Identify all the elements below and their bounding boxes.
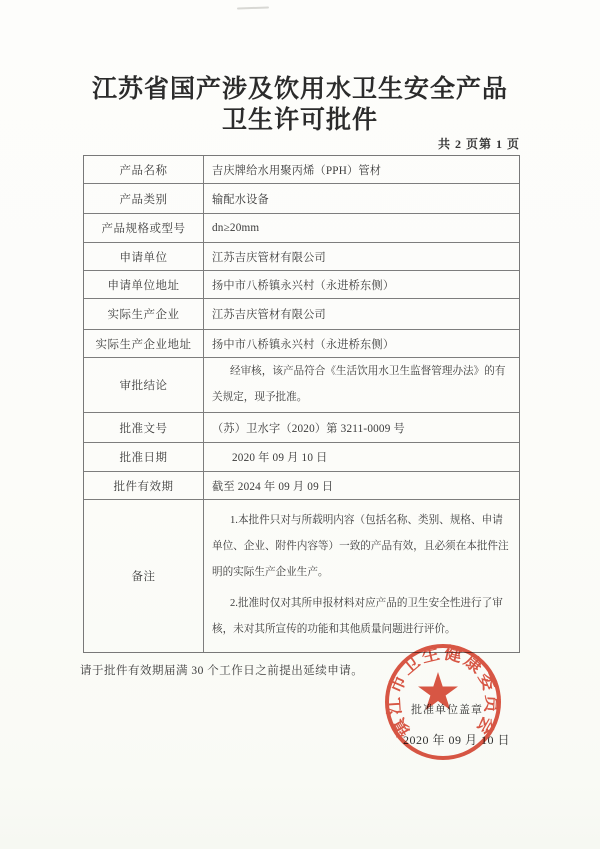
row-label: 实际生产企业 — [84, 299, 204, 329]
official-red-seal — [380, 641, 506, 767]
document-title — [0, 74, 600, 136]
row-label: 备注 — [84, 500, 204, 652]
table-row-approval-conclusion — [84, 357, 519, 412]
page-indicator: 共 2 页第 1 页 — [437, 137, 520, 151]
row-value: （苏）卫水字（2020）第 3211-0009 号 — [212, 422, 405, 435]
document-title-line1: 江苏省国产涉及饮用水卫生安全产品 — [91, 76, 508, 103]
table-row-product-spec — [84, 213, 519, 242]
approval-conclusion-text: 经审核，该产品符合《生活饮用水卫生监督管理办法》的有关规定，现予批准。 — [212, 366, 506, 403]
row-value: 江苏吉庆管材有限公司 — [212, 251, 326, 264]
row-value: 截至 2024 年 09 月 09 日 — [212, 480, 334, 493]
row-label: 批准文号 — [84, 413, 204, 442]
renewal-note: 请于批件有效期届满 30 个工作日之前提出延续申请。 — [80, 665, 364, 677]
table-row-applicant — [84, 242, 519, 270]
document-title-line2: 卫生许可批件 — [221, 107, 378, 134]
row-value: 扬中市八桥镇永兴村（永进桥东侧） — [212, 279, 395, 292]
row-label: 产品类别 — [84, 184, 204, 213]
seal-date: 2020 年 09 月 10 日 — [403, 733, 511, 747]
scan-artifact — [237, 6, 269, 9]
license-info-table — [83, 155, 520, 653]
row-value: 江苏吉庆管材有限公司 — [212, 309, 326, 321]
row-label: 申请单位地址 — [84, 271, 204, 298]
table-row-approval-date — [84, 442, 519, 471]
table-row-product-name — [84, 156, 519, 183]
table-row-validity-period — [84, 471, 519, 499]
row-label: 实际生产企业地址 — [84, 330, 204, 357]
table-row-remarks — [84, 499, 519, 652]
seal-caption: 批准单位盖章 — [411, 704, 483, 716]
row-value: 2020 年 09 月 10 日 — [232, 452, 328, 464]
remarks-paragraph-1: 1.本批件只对与所载明内容（包括名称、类别、规格、申请单位、企业、附件内容等）一致的产品有效，且必须在本批件注明的实际生产企业生产。 — [212, 515, 509, 578]
table-row-manufacturer-address — [84, 329, 519, 357]
row-value: 输配水设备 — [212, 193, 269, 206]
seal-star-icon — [418, 672, 458, 710]
table-row-manufacturer — [84, 298, 519, 329]
remarks-paragraph-2: 2.批准时仅对其所申报材料对应产品的卫生安全性进行了审核，未对其所宣传的功能和其他质量问题进行评价。 — [212, 598, 503, 635]
row-label: 申请单位 — [84, 243, 204, 270]
row-label: 批准日期 — [84, 443, 204, 471]
row-label: 产品名称 — [84, 156, 204, 183]
row-label: 批件有效期 — [84, 472, 204, 499]
row-label: 审批结论 — [84, 358, 204, 412]
seal-ring-text: 镇江市卫生健康委员会 — [383, 642, 503, 741]
row-label: 产品规格或型号 — [84, 214, 204, 242]
row-value: dn≥20mm — [212, 222, 260, 234]
row-value — [204, 500, 519, 652]
table-row-product-category — [84, 183, 519, 213]
row-value — [204, 358, 519, 412]
table-row-applicant-address — [84, 270, 519, 298]
table-row-approval-number — [84, 412, 519, 442]
row-value: 吉庆牌给水用聚丙烯（PPH）管材 — [212, 164, 382, 177]
row-value: 扬中市八桥镇永兴村（永进桥东侧） — [212, 338, 395, 351]
